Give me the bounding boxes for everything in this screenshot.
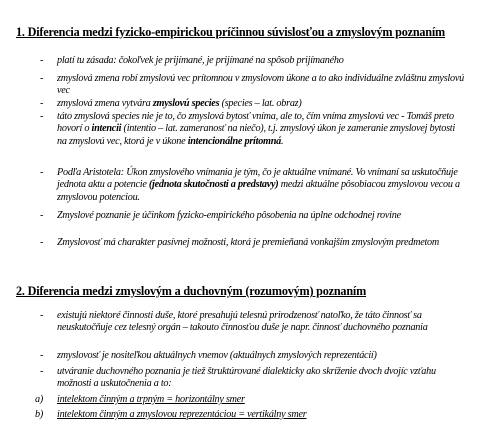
list-item-text	[57, 409, 466, 421]
emphasis-text: intencionálne prítomná	[187, 135, 281, 147]
list-marker: b)	[35, 409, 43, 420]
section-1-heading: 1. Diferencia medzi fyzicko-empirickou príčinnou súvislosťou a zmyslovým poznaním	[16, 25, 446, 39]
text-run: intelektom činným a trpným = horizontálny smer	[57, 394, 245, 405]
text-run: zmyslovosť je nositeľkou aktuálnych vnemov (aktuálnych zmyslových reprezentácií)	[57, 350, 377, 361]
list-marker: -	[40, 310, 44, 321]
text-run: zmyslová zmena vytvára	[57, 98, 153, 109]
list-marker: -	[40, 350, 44, 361]
list-marker: a)	[35, 394, 43, 405]
list-item-text	[57, 366, 466, 391]
list-item-text	[57, 55, 466, 67]
text-run: existujú niektoré činnosti duše, ktoré presahujú telesnú prirodzenosť natoľko, že táto činnosť sa neuskutočňuje cez telesný orgán – takouto činnosťou duše je napr. činnosť duchovného poznania	[57, 310, 428, 334]
list-item-text	[57, 237, 466, 249]
list-marker: -	[40, 111, 44, 122]
text-run: zmyslová zmena robí zmyslovú vec prítomnou v zmyslovom úkone a to ako individuálne zvláštnu zmyslovú vec	[57, 73, 464, 97]
list-item-text	[57, 111, 466, 148]
list-marker: -	[40, 237, 44, 248]
list-item-text	[57, 210, 466, 222]
text-run: platí tu zásada: čokoľvek je prijímané, je prijímané na spôsob prijímaného	[57, 55, 344, 66]
list-item-text	[57, 167, 466, 204]
text-run: Podľa Aristotela: Úkon zmyslového vnímania je tým, čo je aktuálne vnímané. Vo vnímaní sa uskutočňuje jednota aktu a potencie	[57, 167, 458, 191]
text-run: medzi aktuálne pôsobiacou zmyslovou vecou a zmyslovou potenciou.	[57, 179, 460, 203]
list-marker: -	[40, 167, 44, 178]
list-marker: -	[40, 366, 44, 377]
list-item-text	[57, 73, 466, 98]
text-run: Zmyslové poznanie je účinkom fyzicko-empirického pôsobenia na úplne odchodnej rovine	[57, 210, 401, 221]
text-run: .	[280, 135, 284, 147]
emphasis-text: intencii	[91, 123, 122, 135]
section-2-heading: 2. Diferencia medzi zmyslovým a duchovným (rozumovým) poznaním	[16, 284, 367, 298]
list-item-text	[57, 98, 466, 110]
list-marker: -	[40, 98, 44, 109]
text-run: (species – lat. obraz)	[219, 98, 302, 109]
emphasis-text: (jednota skutočnosti a predstavy)	[148, 179, 279, 191]
list-item-text	[57, 394, 466, 406]
text-run: intelektom činným a zmyslovou reprezentáciou = vertikálny smer	[57, 409, 307, 420]
list-marker: -	[40, 210, 44, 221]
emphasis-text: zmyslovú species	[152, 98, 220, 109]
list-marker: -	[40, 55, 44, 66]
text-run: utváranie duchovného poznania je tiež štruktúrované dialekticky ako skríženie dvoch dvojíc vzťahu možnosti a uskutočnenia a to:	[57, 366, 436, 390]
list-item-text	[57, 310, 466, 335]
list-marker: -	[40, 73, 44, 84]
text-run: Zmyslovosť má charakter pasívnej možnosti, ktorá je premieňaná vonkajším zmyslovým predmetom	[57, 237, 440, 248]
text-run: (intentio – lat. zameranosť na niečo), t.j. zmyslový úkon je zameranie zmyslovej bytosti na zmyslovú vec, ktorá je v úkone	[57, 123, 455, 147]
text-run: táto zmyslová species nie je to, čo zmyslová bytosť vníma, ale to, čím vníma zmyslovú vec - Tomáš preto hovorí o	[57, 111, 454, 135]
list-item-text	[57, 350, 466, 362]
